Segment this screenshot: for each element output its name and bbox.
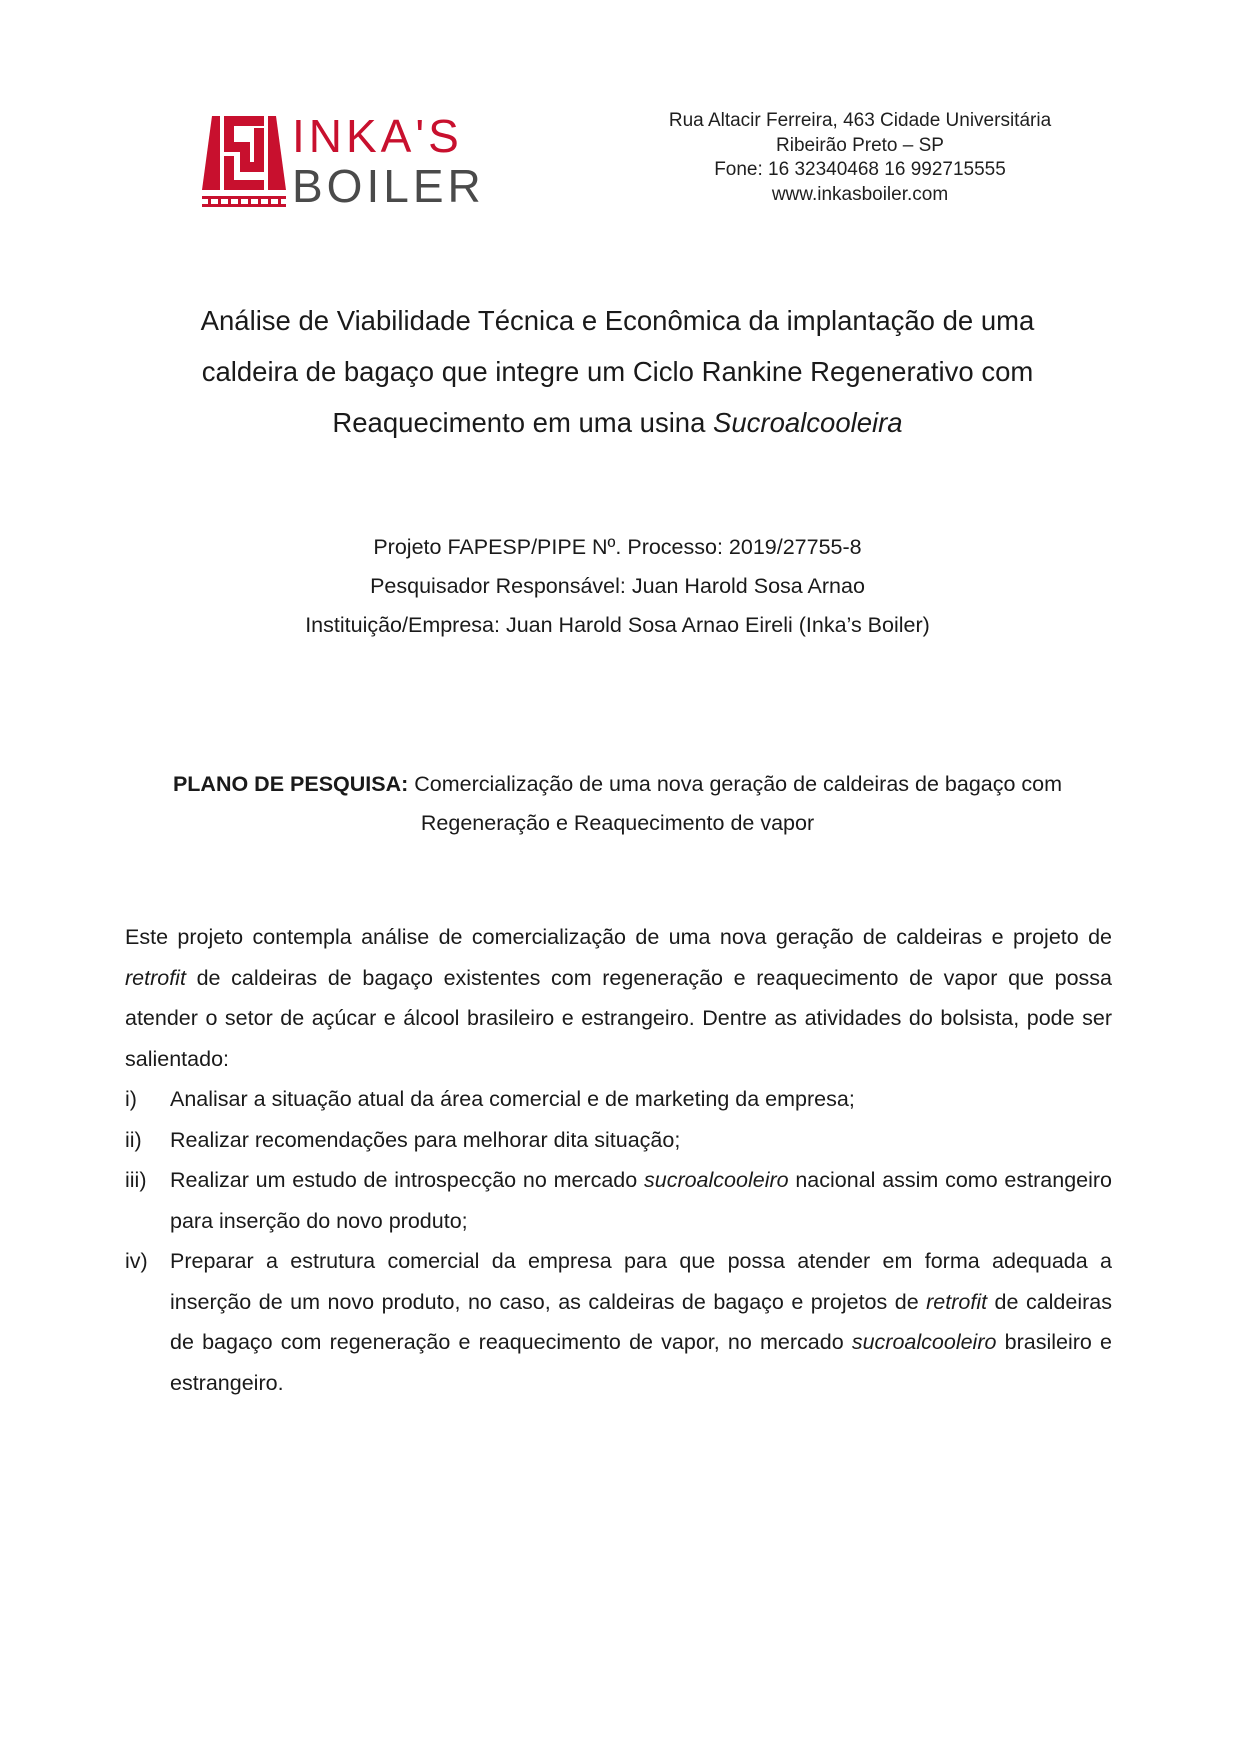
body-paragraph xyxy=(125,917,1112,1079)
list-text: Analisar a situação atual da área comercial e de marketing da empresa; xyxy=(170,1087,855,1111)
company-address xyxy=(600,109,1120,207)
list-text xyxy=(170,1241,1112,1403)
document-title xyxy=(130,295,1105,448)
title-line: caldeira de bagaço que integre um Ciclo Rankine Regenerativo com xyxy=(201,356,1034,387)
list-text-italic: sucroalcooleiro xyxy=(851,1330,997,1354)
para-italic: retrofit xyxy=(125,965,186,990)
list-item xyxy=(125,1079,1112,1120)
logo-emblem-icon xyxy=(202,116,286,207)
para-text: Este projeto contempla análise de comercialização de uma nova geração de caldeiras e projeto de xyxy=(125,925,1112,949)
plan-line: Regeneração e Reaquecimento de vapor xyxy=(420,811,815,835)
title-text: Reaquecimento em uma usina xyxy=(332,407,714,438)
address-website: www.inkasboiler.com xyxy=(771,183,949,205)
title-line: Análise de Viabilidade Técnica e Econômica da implantação de uma xyxy=(200,305,1035,336)
list-item xyxy=(125,1160,1112,1241)
company-logo xyxy=(200,108,550,212)
address-line: Rua Altacir Ferreira, 463 Cidade Universitária xyxy=(668,110,1052,131)
logo-text-bottom: BOILER xyxy=(292,160,485,212)
list-text-part: nacional assim como estrangeiro para inserção do novo produto; xyxy=(170,1168,1112,1233)
list-text-italic: retrofit xyxy=(926,1289,988,1314)
list-text xyxy=(170,1160,1112,1241)
address-line: Ribeirão Preto – SP xyxy=(776,134,944,156)
plan-text: Comercialização de uma nova geração de caldeiras de bagaço com xyxy=(408,772,1063,796)
list-text-part: Preparar a estrutura comercial da empresa para que possa atender em forma adequada a inserção de um novo produto, no caso, as caldeiras de bagaço e projetos de xyxy=(170,1249,1112,1314)
address-phone: Fone: 16 32340468 16 992715555 xyxy=(714,159,1006,180)
plan-label: PLANO DE PESQUISA: xyxy=(172,772,409,796)
document-body xyxy=(125,917,1112,1403)
list-item xyxy=(125,1120,1112,1161)
title-italic: Sucroalcooleira xyxy=(713,407,903,438)
list-text-part: Realizar um estudo de introspecção no mercado xyxy=(170,1168,644,1192)
list-number: i) xyxy=(125,1087,137,1111)
research-plan xyxy=(130,765,1105,843)
list-number: ii) xyxy=(125,1127,142,1152)
para-text: de caldeiras de bagaço existentes com regeneração e reaquecimento de vapor que possa atender o setor de açúcar e álcool brasileiro e estrangeiro. Dentre as atividades do bolsista, pode ser salientado: xyxy=(125,965,1112,1071)
list-number: iii) xyxy=(125,1168,147,1192)
project-process: Projeto FAPESP/PIPE Nº. Processo: 2019/27755-8 xyxy=(373,535,862,559)
project-institution: Instituição/Empresa: Juan Harold Sosa Arnao Eireli (Inka’s Boiler) xyxy=(305,613,930,637)
plan-line xyxy=(130,765,1105,804)
title-line xyxy=(130,397,1105,448)
project-info xyxy=(150,528,1085,645)
list-text-part: brasileiro e estrangeiro. xyxy=(170,1330,1112,1395)
project-researcher: Pesquisador Responsável: Juan Harold Sosa Arnao xyxy=(370,574,865,598)
logo-text-top: INKA'S xyxy=(292,110,463,162)
list-text-part: de caldeiras de bagaço com regeneração e reaquecimento de vapor, no mercado xyxy=(170,1289,1112,1354)
list-text-italic: sucroalcooleiro xyxy=(643,1168,789,1192)
list-number: iv) xyxy=(125,1249,148,1273)
list-item xyxy=(125,1241,1112,1403)
list-text: Realizar recomendações para melhorar dita situação; xyxy=(170,1127,681,1152)
